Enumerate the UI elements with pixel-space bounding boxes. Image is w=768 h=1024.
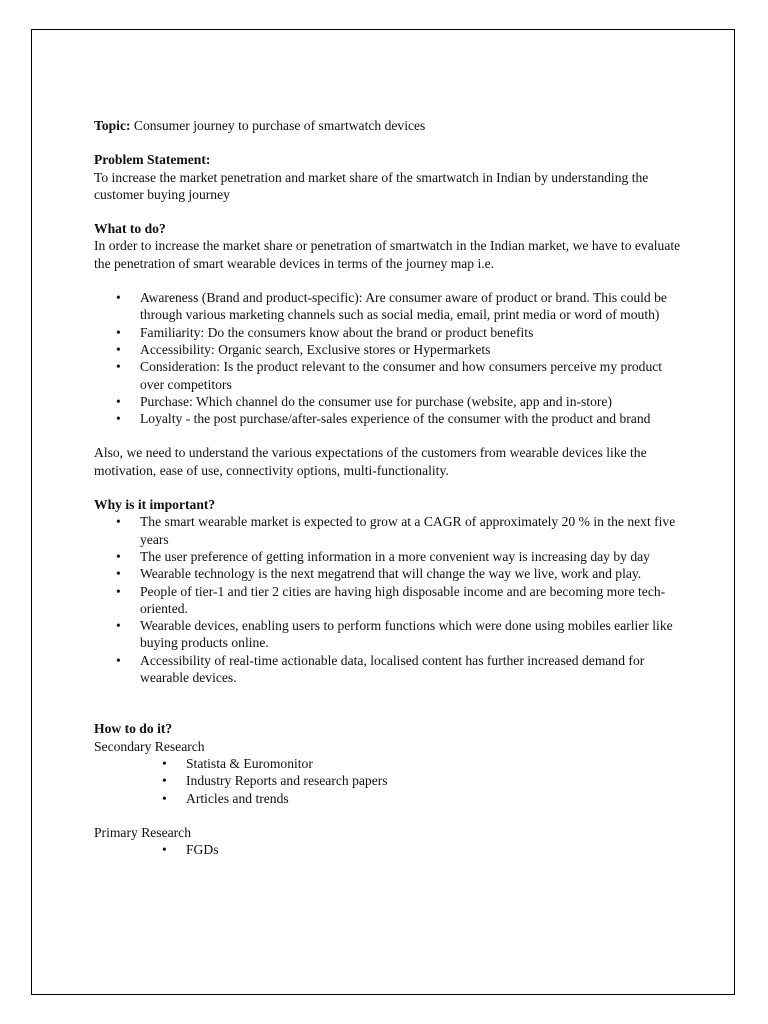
list-item: • Statista & Euromonitor (94, 755, 684, 772)
how-heading-text: How to do it? (94, 721, 173, 737)
problem-heading (94, 151, 684, 168)
list-item: • People of tier-1 and tier 2 cities are having high disposable income and are becoming more tech-oriented. (94, 583, 684, 618)
secondary-research-list (94, 755, 684, 807)
list-item: • Loyalty - the post purchase/after-sales experience of the consumer with the product and brand (94, 410, 684, 427)
how-heading (94, 720, 684, 737)
document-page (31, 29, 735, 995)
list-item: • Awareness (Brand and product-specific): Are consumer aware of product or brand. This could be through various marketing channels such as social media, email, print media or word of mouth) (94, 289, 684, 324)
topic-text: Consumer journey to purchase of smartwatch devices (130, 118, 426, 133)
list-item: • Familiarity: Do the consumers know about the brand or product benefits (94, 324, 684, 341)
topic-label: Topic: (94, 118, 131, 133)
list-item: • Industry Reports and research papers (94, 772, 684, 789)
problem-heading-text: Problem Statement: (94, 152, 211, 168)
list-item: • Articles and trends (94, 790, 684, 807)
list-item: • Accessibility: Organic search, Exclusive stores or Hypermarkets (94, 341, 684, 358)
list-item: • The user preference of getting information in a more convenient way is increasing day by day (94, 548, 684, 565)
journey-map-list (94, 289, 684, 427)
primary-research-list (94, 841, 684, 858)
what-heading-text: What to do? (94, 221, 166, 237)
primary-research-label: Primary Research (94, 824, 192, 840)
what-outro: Also, we need to understand the various expectations of the customers from wearable devices like the motivation, ease of use, connectivity options, multi-functionality. (94, 445, 647, 478)
secondary-research-label: Secondary Research (94, 738, 205, 754)
why-heading (94, 496, 684, 513)
what-intro: In order to increase the market share or penetration of smartwatch in the Indian market, we have to evaluate the penetration of smart wearable devices in terms of the journey map i.e. (94, 238, 681, 271)
why-heading-text: Why is it important? (94, 497, 216, 513)
importance-list (94, 513, 684, 686)
list-item: • Consideration: Is the product relevant to the consumer and how consumers perceive my product over competitors (94, 358, 684, 393)
list-item: • Accessibility of real-time actionable data, localised content has further increased demand for wearable devices. (94, 652, 684, 687)
problem-text: To increase the market penetration and market share of the smartwatch in Indian by understanding the customer buying journey (94, 169, 649, 202)
list-item: • Wearable devices, enabling users to perform functions which were done using mobiles earlier like buying products online. (94, 617, 684, 652)
what-heading (94, 220, 684, 237)
list-item: • Purchase: Which channel do the consumer use for purchase (website, app and in-store) (94, 393, 684, 410)
list-item: • FGDs (94, 841, 684, 858)
topic-line (94, 117, 684, 134)
list-item: • The smart wearable market is expected to grow at a CAGR of approximately 20 % in the next five years (94, 513, 684, 548)
document-body (94, 117, 684, 858)
list-item: • Wearable technology is the next megatrend that will change the way we live, work and play. (94, 565, 684, 582)
